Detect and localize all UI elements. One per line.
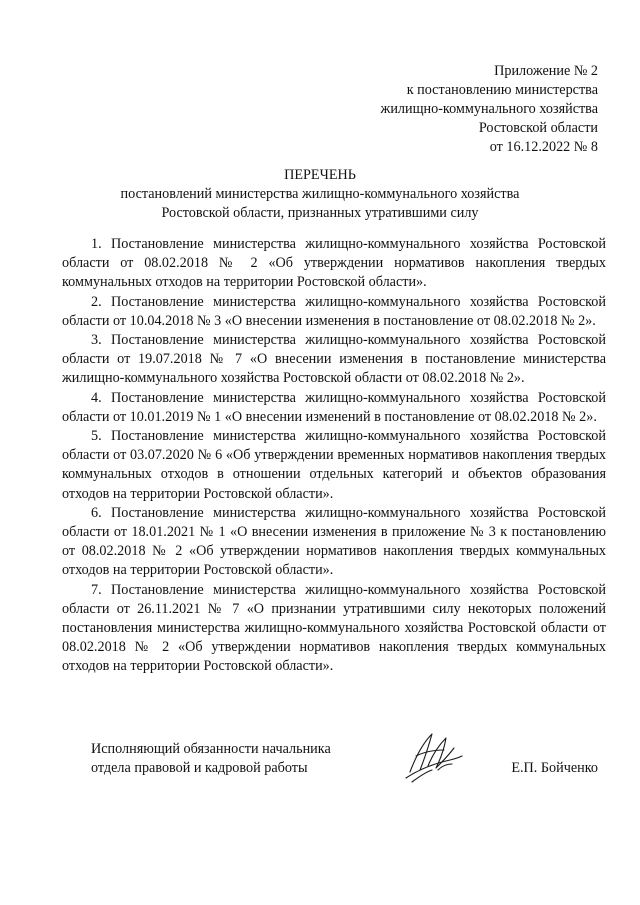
handwritten-signature [398, 726, 468, 786]
document-subtitle: Ростовской области, признанных утратившими силу [161, 205, 479, 221]
list-item: 5. Постановление министерства жилищно-коммунального хозяйства Ростовской области от 03.07.2020 № 6 «Об утверждении временных нормативов накопления твердых коммунальных отходов в отношении отдельных категорий и объектов образования отходов на территории Ростовской области». [62, 428, 606, 502]
list-item: 2. Постановление министерства жилищно-коммунального хозяйства Ростовской области от 10.04.2018 № 3 «О внесении изменения в постановление от 08.02.2018 № 2». [62, 293, 606, 329]
appendix-line: Приложение № 2 [494, 63, 598, 79]
list-item: 6. Постановление министерства жилищно-коммунального хозяйства Ростовской области от 18.01.2021 № 1 «О внесении изменения в приложение № 3 к постановлению от 08.02.2018 № 2 «Об утверждении нормативов накопления твердых коммунальных отходов на территории Ростовской области». [62, 504, 606, 579]
signatory-position-line: Исполняющий обязанности начальника [91, 741, 331, 757]
signatory-position-line: отдела правовой и кадровой работы [91, 760, 308, 776]
signatory-name: Е.П. Бойченко [511, 760, 598, 776]
list-item: 3. Постановление министерства жилищно-коммунального хозяйства Ростовской области от 19.07.2018 № 7 «О внесении изменения в постановление министерства жилищно-коммунального хозяйства Ростовской области от 08.02.2018 № 2». [62, 332, 606, 387]
signatory-position [91, 740, 331, 778]
document-heading [0, 166, 640, 223]
list-item: 4. Постановление министерства жилищно-коммунального хозяйства Ростовской области от 10.01.2019 № 1 «О внесении изменений в постановление от 08.02.2018 № 2». [62, 389, 606, 425]
list-item: 7. Постановление министерства жилищно-коммунального хозяйства Ростовской области от 26.11.2021 № 7 «О признании утратившими силу некоторых положений постановления министерства жилищно-коммунального хозяйства Ростовской области от 08.02.2018 № 2 «Об утверждении нормативов накопления твердых коммунальных отходов на территории Ростовской области». [62, 581, 606, 675]
appendix-line: от 16.12.2022 № 8 [489, 139, 598, 155]
resolution-list [62, 235, 606, 677]
list-item: 1. Постановление министерства жилищно-коммунального хозяйства Ростовской области от 08.02.2018 № 2 «Об утверждении нормативов накопления твердых коммунальных отходов на территории Ростовской области». [62, 236, 606, 291]
appendix-line: жилищно-коммунального хозяйства [380, 101, 598, 117]
appendix-line: Ростовской области [478, 120, 598, 136]
appendix-block [381, 62, 598, 157]
appendix-line: к постановлению министерства [406, 82, 598, 98]
document-subtitle: постановлений министерства жилищно-коммунального хозяйства [120, 186, 520, 202]
document-title: ПЕРЕЧЕНЬ [284, 167, 356, 183]
